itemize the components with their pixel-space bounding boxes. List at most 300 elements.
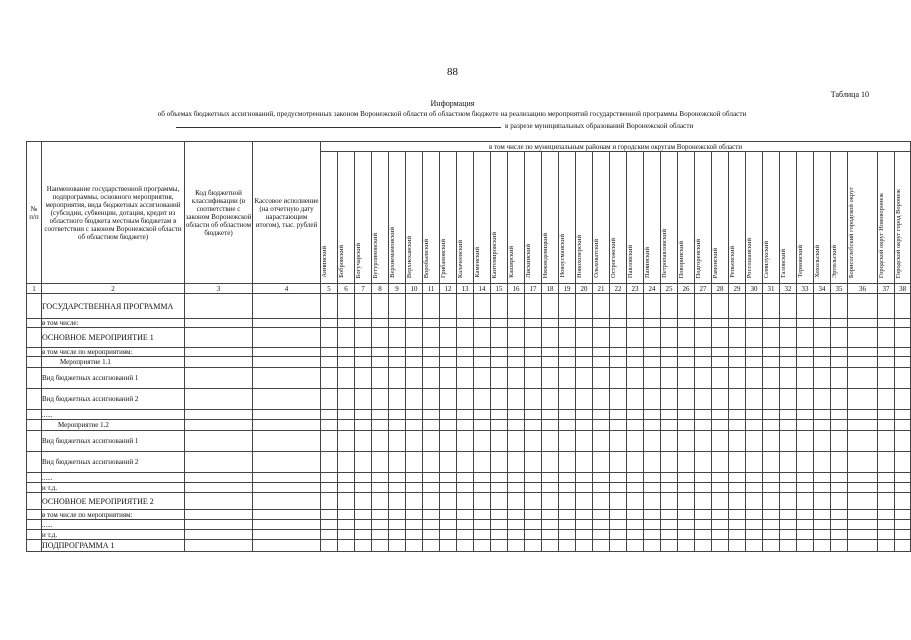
- table-row: [27, 357, 911, 368]
- table-cell: [185, 483, 253, 493]
- row-number-cell: [27, 294, 42, 319]
- column-number: 2: [42, 284, 185, 294]
- row-label: Мероприятие 1.1: [42, 357, 185, 368]
- table-cell: [661, 510, 678, 520]
- table-cell: [253, 530, 321, 540]
- table-cell: [814, 452, 831, 473]
- table-cell: [406, 319, 423, 328]
- table-cell: [474, 473, 491, 483]
- table-cell: [678, 348, 695, 357]
- table-cell: [712, 510, 729, 520]
- table-cell: [406, 348, 423, 357]
- table-cell: [372, 420, 389, 431]
- table-cell: [729, 431, 746, 452]
- table-cell: [695, 473, 712, 483]
- table-cell: [474, 348, 491, 357]
- table-cell: [695, 452, 712, 473]
- table-cell: [878, 294, 895, 319]
- table-cell: [355, 294, 372, 319]
- table-cell: [712, 294, 729, 319]
- table-cell: [355, 368, 372, 389]
- table-cell: [712, 530, 729, 540]
- table-cell: [661, 294, 678, 319]
- table-cell: [542, 294, 559, 319]
- table-cell: [338, 530, 355, 540]
- table-cell: [763, 431, 780, 452]
- row-number-cell: [27, 473, 42, 483]
- table-cell: [627, 389, 644, 410]
- table-cell: [610, 389, 627, 410]
- row-number-cell: [27, 420, 42, 431]
- table-cell: [185, 493, 253, 510]
- table-cell: [729, 410, 746, 420]
- table-cell: [372, 493, 389, 510]
- table-cell: [729, 294, 746, 319]
- table-cell: [559, 510, 576, 520]
- table-cell: [695, 389, 712, 410]
- table-cell: [627, 493, 644, 510]
- table-cell: [423, 483, 440, 493]
- table-cell: [389, 357, 406, 368]
- table-cell: [746, 357, 763, 368]
- column-number: 20: [576, 284, 593, 294]
- table-cell: [576, 510, 593, 520]
- table-cell: [576, 389, 593, 410]
- header-code-text: Код бюджетной классификации (в соответствие с законом Воронежской области об областном бюджете): [185, 188, 252, 237]
- table-cell: [729, 357, 746, 368]
- table-cell: [525, 389, 542, 410]
- header-row-1: [27, 142, 911, 152]
- table-cell: [610, 473, 627, 483]
- table-cell: [525, 420, 542, 431]
- table-cell: [831, 530, 848, 540]
- table-cell: [253, 520, 321, 530]
- table-cell: [831, 368, 848, 389]
- table-cell: [678, 510, 695, 520]
- row-number-cell: [27, 483, 42, 493]
- table-cell: [763, 389, 780, 410]
- table-cell: [321, 410, 338, 420]
- header-group: [321, 142, 911, 152]
- blank-line: [176, 121, 501, 128]
- table-cell: [457, 328, 474, 348]
- table-row: [27, 410, 911, 420]
- district-header: [440, 152, 457, 284]
- table-cell: [593, 328, 610, 348]
- table-cell: [525, 294, 542, 319]
- table-cell: [389, 294, 406, 319]
- table-cell: [474, 483, 491, 493]
- table-cell: [661, 319, 678, 328]
- district-name: Подгоренский: [695, 238, 702, 278]
- table-cell: [678, 294, 695, 319]
- table-cell: [848, 410, 878, 420]
- table-row: [27, 368, 911, 389]
- table-cell: [423, 540, 440, 552]
- document-subtitle: об объемах бюджетных ассигнований, предусмотренных законом Воронежской области об областном бюджете на реализацию мероприятий государственной программы Воронежской области: [157, 110, 747, 118]
- table-cell: [712, 348, 729, 357]
- table-cell: [321, 530, 338, 540]
- district-header: [491, 152, 508, 284]
- table-cell: [474, 410, 491, 420]
- table-cell: [593, 473, 610, 483]
- table-cell: [423, 389, 440, 410]
- row-label: в том числе по мероприятиям:: [42, 510, 185, 520]
- table-row: [27, 319, 911, 328]
- table-cell: [878, 368, 895, 389]
- table-cell: [831, 483, 848, 493]
- table-cell: [895, 319, 911, 328]
- table-cell: [185, 473, 253, 483]
- row-number-cell: [27, 410, 42, 420]
- table-cell: [678, 520, 695, 530]
- column-number: 32: [780, 284, 797, 294]
- table-cell: [474, 420, 491, 431]
- table-cell: [729, 510, 746, 520]
- table-cell: [576, 328, 593, 348]
- district-name: Богучарский: [355, 242, 362, 278]
- table-cell: [491, 319, 508, 328]
- table-cell: [576, 348, 593, 357]
- table-row: [27, 520, 911, 530]
- column-number: 10: [406, 284, 423, 294]
- table-cell: [559, 294, 576, 319]
- table-cell: [474, 493, 491, 510]
- table-cell: [780, 493, 797, 510]
- table-cell: [525, 493, 542, 510]
- table-row: [27, 294, 911, 319]
- district-header: [661, 152, 678, 284]
- table-cell: [763, 510, 780, 520]
- row-number-cell: [27, 389, 42, 410]
- table-cell: [644, 410, 661, 420]
- table-cell: [389, 420, 406, 431]
- table-cell: [338, 319, 355, 328]
- table-cell: [763, 357, 780, 368]
- header-row-numbers: [27, 284, 911, 294]
- table-cell: [474, 368, 491, 389]
- table-cell: [423, 328, 440, 348]
- table-cell: [780, 319, 797, 328]
- table-cell: [525, 483, 542, 493]
- table-cell: [831, 540, 848, 552]
- table-cell: [610, 294, 627, 319]
- table-cell: [848, 357, 878, 368]
- table-cell: [338, 520, 355, 530]
- table-cell: [878, 410, 895, 420]
- table-cell: [712, 410, 729, 420]
- table-cell: [372, 328, 389, 348]
- table-cell: [440, 410, 457, 420]
- table-cell: [440, 520, 457, 530]
- table-cell: [321, 368, 338, 389]
- table-cell: [321, 319, 338, 328]
- table-cell: [695, 431, 712, 452]
- table-cell: [253, 483, 321, 493]
- column-number: 35: [831, 284, 848, 294]
- table-cell: [814, 510, 831, 520]
- budget-table: [26, 141, 911, 552]
- table-cell: [895, 357, 911, 368]
- table-cell: [491, 348, 508, 357]
- table-cell: [559, 420, 576, 431]
- table-cell: [389, 530, 406, 540]
- table-cell: [661, 420, 678, 431]
- district-header: [593, 152, 610, 284]
- table-cell: [576, 520, 593, 530]
- table-cell: [878, 328, 895, 348]
- table-cell: [253, 348, 321, 357]
- district-header: [627, 152, 644, 284]
- table-cell: [185, 410, 253, 420]
- district-header: [746, 152, 763, 284]
- column-number: 8: [372, 284, 389, 294]
- table-cell: [321, 540, 338, 552]
- table-cell: [508, 420, 525, 431]
- table-cell: [406, 530, 423, 540]
- table-cell: [491, 493, 508, 510]
- table-cell: [661, 348, 678, 357]
- table-cell: [593, 389, 610, 410]
- table-cell: [440, 540, 457, 552]
- table-cell: [848, 540, 878, 552]
- column-number: 4: [253, 284, 321, 294]
- table-cell: [814, 294, 831, 319]
- document-subtitle-2: [176, 121, 693, 130]
- table-cell: [576, 473, 593, 483]
- table-cell: [678, 473, 695, 483]
- table-cell: [593, 357, 610, 368]
- table-cell: [474, 540, 491, 552]
- table-cell: [848, 294, 878, 319]
- table-cell: [372, 368, 389, 389]
- table-cell: [878, 540, 895, 552]
- table-cell: [406, 410, 423, 420]
- document-title: Информация: [430, 99, 475, 108]
- table-cell: [895, 473, 911, 483]
- table-cell: [185, 368, 253, 389]
- table-cell: [763, 530, 780, 540]
- district-header: [542, 152, 559, 284]
- row-number-cell: [27, 452, 42, 473]
- table-cell: [780, 420, 797, 431]
- table-cell: [576, 410, 593, 420]
- table-cell: [440, 510, 457, 520]
- row-label: и т.д.: [42, 483, 185, 493]
- table-cell: [406, 328, 423, 348]
- column-number: 13: [457, 284, 474, 294]
- table-cell: [610, 348, 627, 357]
- table-cell: [338, 410, 355, 420]
- table-cell: [610, 319, 627, 328]
- table-cell: [895, 294, 911, 319]
- table-cell: [895, 410, 911, 420]
- table-cell: [542, 452, 559, 473]
- table-cell: [525, 473, 542, 483]
- district-header: [831, 152, 848, 284]
- header-cash-text: Кассовое исполнение (на отчетную дату нарастающим итогом), тыс. рублей: [254, 196, 319, 229]
- table-cell: [746, 368, 763, 389]
- table-cell: [406, 294, 423, 319]
- table-cell: [610, 357, 627, 368]
- district-name: Калачеевский: [457, 239, 464, 278]
- table-cell: [661, 431, 678, 452]
- table-cell: [610, 420, 627, 431]
- table-cell: [644, 368, 661, 389]
- district-header: [878, 152, 895, 284]
- district-name: Острогожский: [610, 238, 617, 278]
- table-cell: [712, 368, 729, 389]
- table-cell: [457, 520, 474, 530]
- district-header: [474, 152, 491, 284]
- table-cell: [763, 348, 780, 357]
- table-cell: [491, 540, 508, 552]
- table-cell: [763, 483, 780, 493]
- table-cell: [780, 328, 797, 348]
- header-num: [27, 142, 42, 284]
- table-cell: [610, 510, 627, 520]
- table-row: [27, 389, 911, 410]
- table-cell: [185, 328, 253, 348]
- table-cell: [780, 410, 797, 420]
- table-cell: [389, 483, 406, 493]
- table-cell: [440, 530, 457, 540]
- table-cell: [610, 530, 627, 540]
- table-cell: [729, 473, 746, 483]
- table-cell: [593, 431, 610, 452]
- table-cell: [457, 319, 474, 328]
- table-cell: [321, 357, 338, 368]
- table-cell: [576, 368, 593, 389]
- header-name: [42, 142, 185, 284]
- column-number: 28: [712, 284, 729, 294]
- table-cell: [185, 540, 253, 552]
- table-cell: [661, 410, 678, 420]
- table-cell: [440, 420, 457, 431]
- column-number: 24: [644, 284, 661, 294]
- column-number: 25: [661, 284, 678, 294]
- table-cell: [406, 540, 423, 552]
- table-cell: [474, 510, 491, 520]
- table-cell: [895, 483, 911, 493]
- table-cell: [895, 493, 911, 510]
- table-cell: [253, 510, 321, 520]
- table-cell: [661, 357, 678, 368]
- table-cell: [338, 483, 355, 493]
- table-cell: [508, 530, 525, 540]
- district-name: Репьевский: [729, 246, 736, 278]
- table-cell: [355, 473, 372, 483]
- table-cell: [593, 520, 610, 530]
- table-cell: [372, 357, 389, 368]
- table-cell: [644, 520, 661, 530]
- table-cell: [525, 319, 542, 328]
- table-cell: [253, 452, 321, 473]
- table-cell: [372, 294, 389, 319]
- table-cell: [321, 420, 338, 431]
- table-cell: [814, 473, 831, 483]
- table-cell: [593, 510, 610, 520]
- table-cell: [457, 540, 474, 552]
- table-cell: [895, 431, 911, 452]
- table-cell: [848, 348, 878, 357]
- table-cell: [491, 357, 508, 368]
- table-cell: [712, 452, 729, 473]
- district-header: [321, 152, 338, 284]
- district-header: [814, 152, 831, 284]
- table-cell: [338, 431, 355, 452]
- district-name: Кантемировский: [491, 231, 498, 278]
- table-cell: [559, 452, 576, 473]
- table-cell: [508, 357, 525, 368]
- table-cell: [508, 319, 525, 328]
- table-cell: [678, 493, 695, 510]
- district-name: Поворинский: [678, 240, 685, 278]
- table-row: [27, 452, 911, 473]
- table-cell: [474, 452, 491, 473]
- table-cell: [895, 368, 911, 389]
- table-cell: [644, 540, 661, 552]
- table-cell: [712, 493, 729, 510]
- table-cell: [627, 473, 644, 483]
- table-cell: [542, 420, 559, 431]
- table-cell: [848, 473, 878, 483]
- table-cell: [661, 483, 678, 493]
- table-cell: [763, 368, 780, 389]
- header-code: [185, 142, 253, 284]
- table-cell: [440, 473, 457, 483]
- column-number: 21: [593, 284, 610, 294]
- table-cell: [406, 420, 423, 431]
- table-cell: [610, 368, 627, 389]
- table-cell: [797, 452, 814, 473]
- table-cell: [355, 420, 372, 431]
- table-cell: [593, 294, 610, 319]
- table-cell: [372, 431, 389, 452]
- table-cell: [831, 389, 848, 410]
- table-cell: [423, 410, 440, 420]
- table-cell: [644, 483, 661, 493]
- table-cell: [695, 420, 712, 431]
- table-cell: [542, 473, 559, 483]
- table-cell: [678, 420, 695, 431]
- table-cell: [406, 368, 423, 389]
- table-cell: [746, 348, 763, 357]
- table-cell: [491, 294, 508, 319]
- table-cell: [491, 452, 508, 473]
- table-cell: [729, 319, 746, 328]
- table-cell: [627, 530, 644, 540]
- table-cell: [542, 389, 559, 410]
- table-cell: [644, 348, 661, 357]
- table-cell: [729, 483, 746, 493]
- column-number: 30: [746, 284, 763, 294]
- table-cell: [814, 530, 831, 540]
- row-number-cell: [27, 431, 42, 452]
- table-cell: [525, 540, 542, 552]
- table-cell: [559, 328, 576, 348]
- table-cell: [729, 530, 746, 540]
- table-cell: [848, 510, 878, 520]
- table-cell: [678, 431, 695, 452]
- table-cell: [406, 389, 423, 410]
- table-cell: [610, 520, 627, 530]
- table-cell: [878, 530, 895, 540]
- table-cell: [695, 328, 712, 348]
- district-header: [576, 152, 593, 284]
- table-cell: [780, 431, 797, 452]
- district-name: Городской округ город Воронеж: [895, 188, 902, 278]
